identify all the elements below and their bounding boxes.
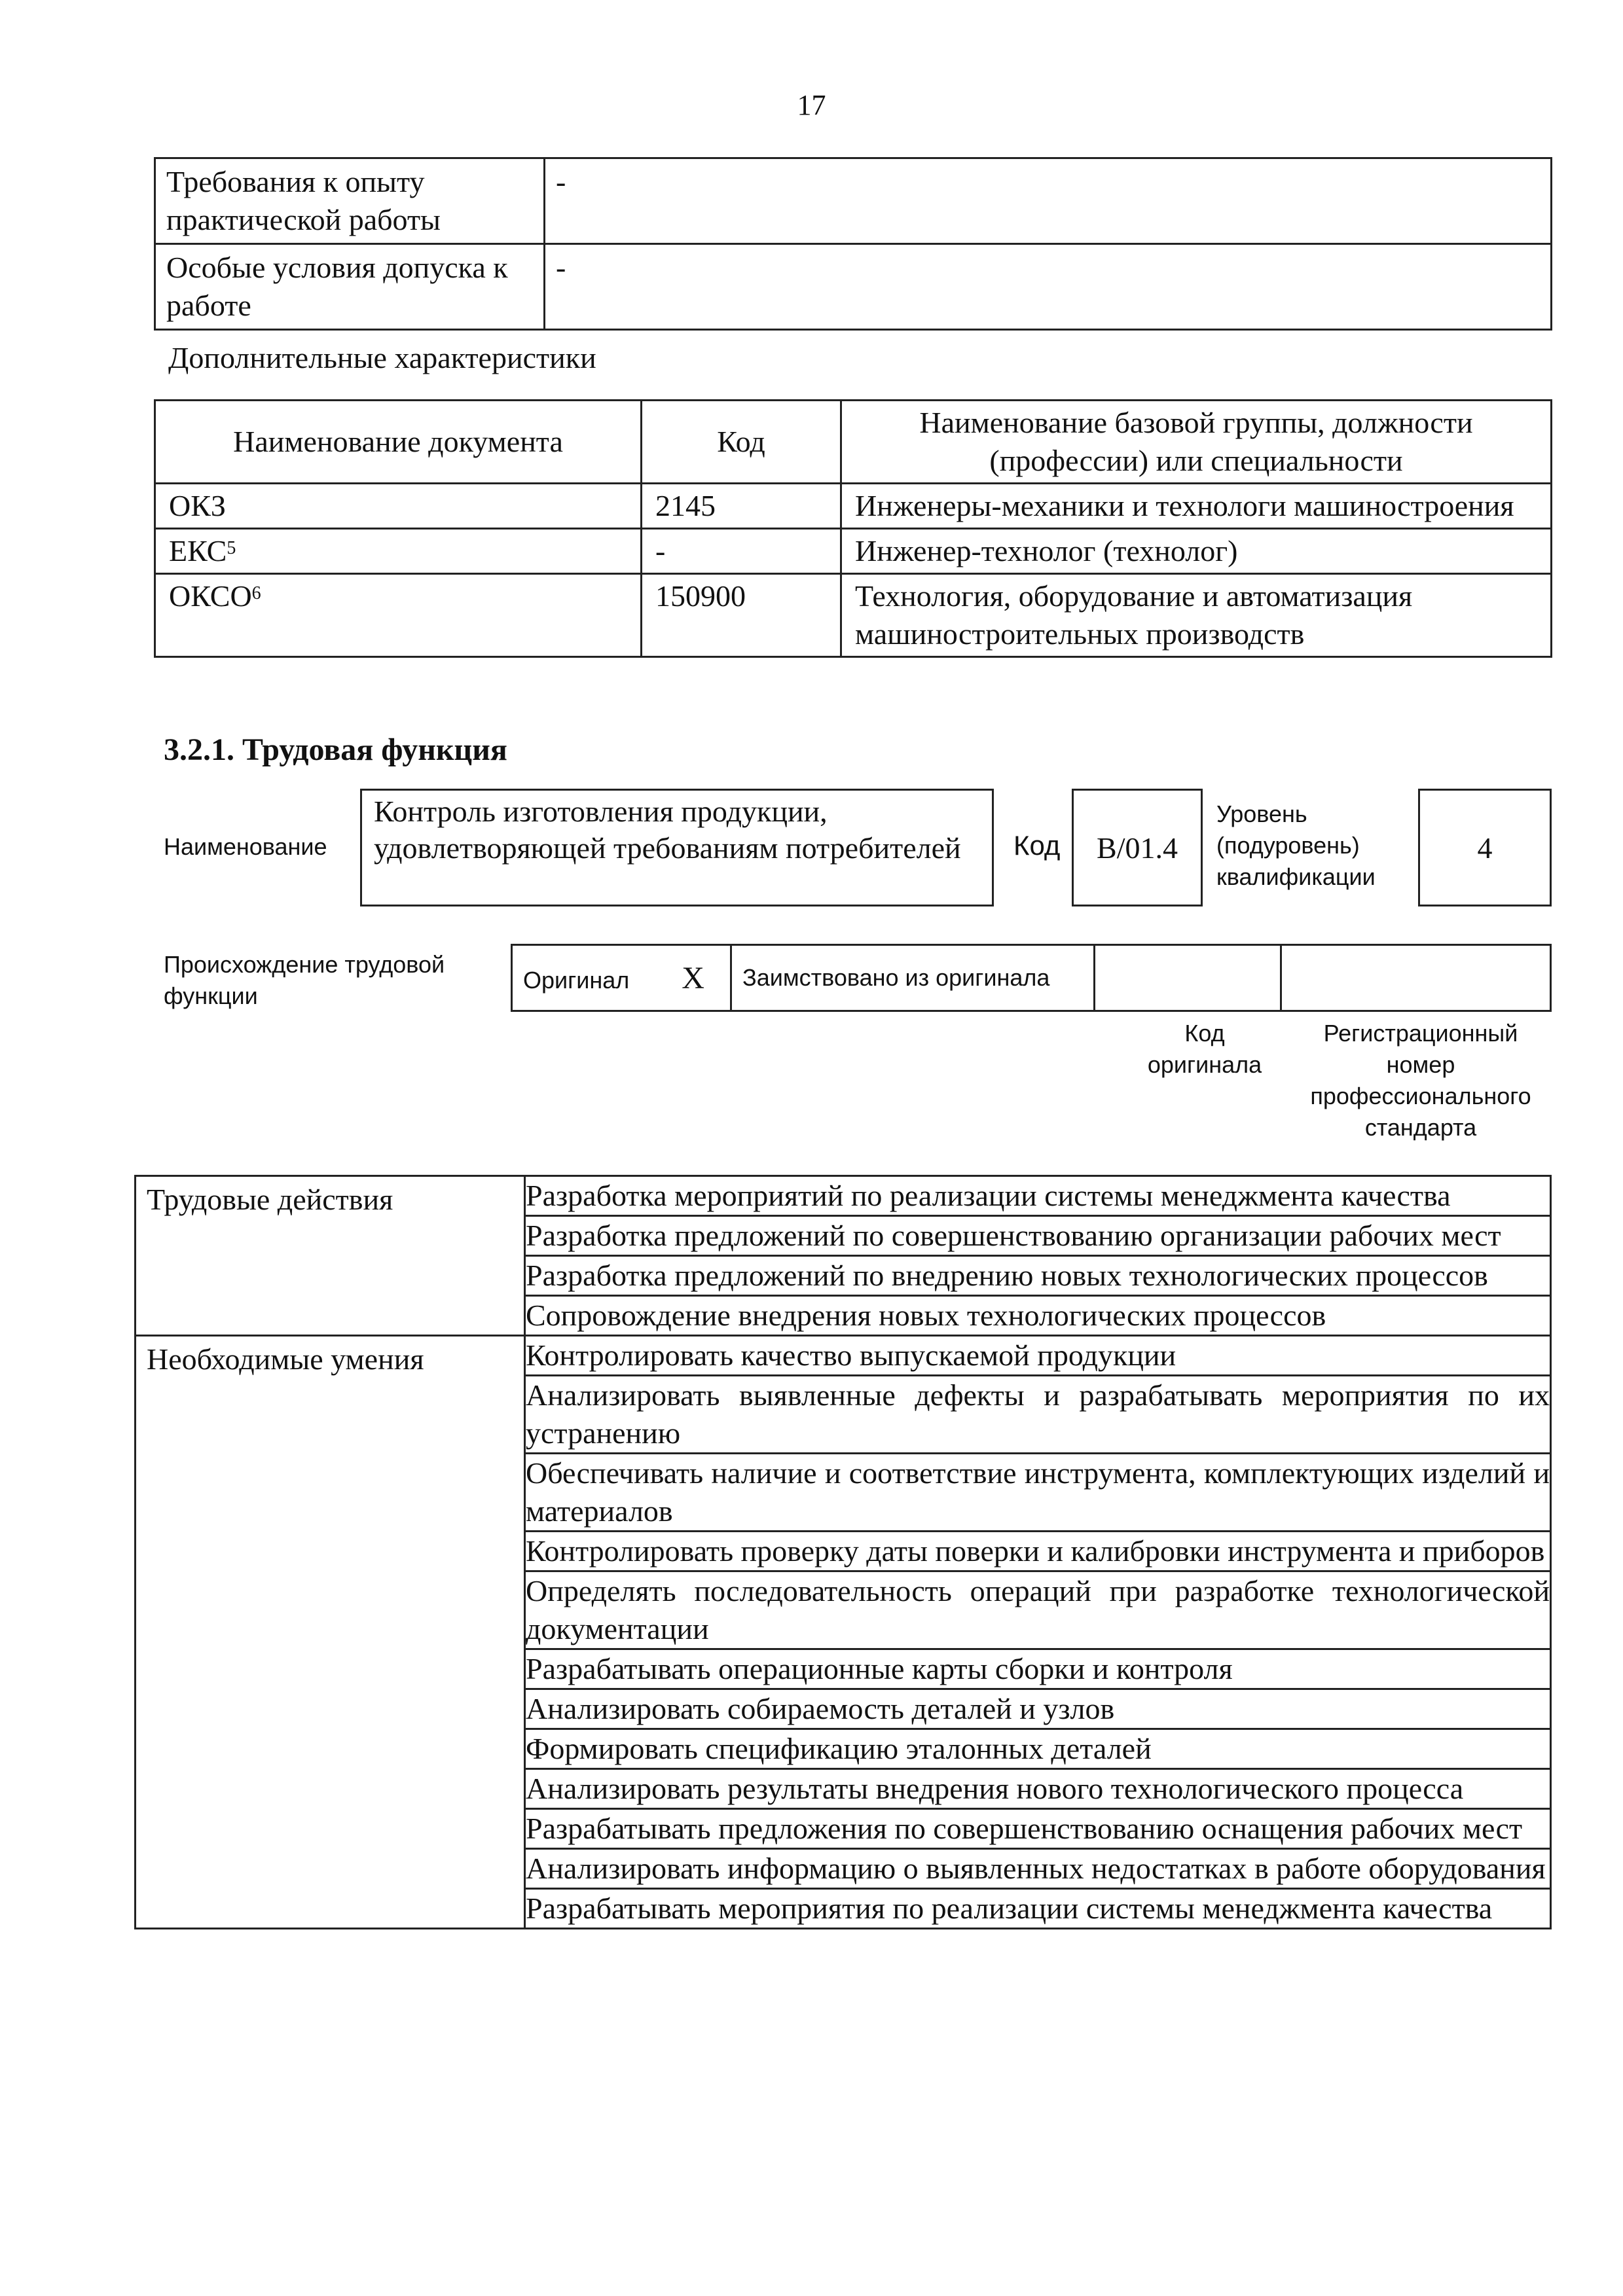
column-header: Код: [642, 401, 841, 484]
qualification-level-box: 4: [1418, 789, 1552, 906]
list-item: Контролировать качество выпускаемой продукции: [526, 1336, 1550, 1376]
table-row: [155, 244, 1552, 330]
name-cell: Инженеры-механики и технологи машиностроения: [841, 484, 1552, 529]
column-header: Наименование документа: [155, 401, 642, 484]
function-code-box: B/01.4: [1072, 789, 1203, 906]
list-item: Анализировать собираемость деталей и узлов: [526, 1690, 1550, 1730]
required-skills-list: [525, 1336, 1551, 1929]
origin-table: [511, 944, 1552, 1012]
table-row: [155, 529, 1552, 574]
labor-actions-label: Трудовые действия: [136, 1176, 525, 1336]
table-row: [136, 1336, 1551, 1929]
registration-number-caption: Регистрационный номер профессионального стандарта: [1310, 1020, 1531, 1141]
requirements-table: [154, 157, 1552, 331]
column-header: Наименование базовой группы, должности (профессии) или специальности: [841, 401, 1552, 484]
labor-actions-list: [525, 1176, 1551, 1336]
doc-cell: ОКСО$^6$: [155, 574, 642, 657]
list-item: Разработка предложений по совершенствованию организации рабочих мест: [526, 1217, 1550, 1257]
borrowed-cell: Заимствовано из оригинала: [731, 945, 1095, 1011]
doc-cell: ЕКС$^5$: [155, 529, 642, 574]
list-item: Разработка мероприятий по реализации системы менеджмента качества: [526, 1177, 1550, 1217]
list-item: Формировать спецификацию эталонных деталей: [526, 1730, 1550, 1770]
requirement-label: Особые условия допуска к работе: [155, 244, 545, 330]
extra-characteristics-table: [154, 399, 1552, 658]
original-code-caption: Код оригинала: [1147, 1020, 1262, 1078]
section-title: 3.2.1. Трудовая функция: [164, 732, 507, 767]
table-row: [136, 1176, 1551, 1336]
table-header-row: [155, 401, 1552, 484]
requirement-label: Требования к опыту практической работы: [155, 158, 545, 244]
page-number: 17: [797, 89, 826, 121]
labor-functions-table: [134, 1175, 1552, 1929]
code-cell: 150900: [642, 574, 841, 657]
origin-label: Происхождение трудовой функции: [164, 951, 445, 1009]
name-cell: Инженер-технолог (технолог): [841, 529, 1552, 574]
table-row: [155, 484, 1552, 529]
name-cell: Технология, оборудование и автоматизация машиностроительных производств: [841, 574, 1552, 657]
list-item: Разрабатывать предложения по совершенствованию оснащения рабочих мест: [526, 1810, 1550, 1850]
list-item: Обеспечивать наличие и соответствие инструмента, комплектующих изделий и материалов: [526, 1454, 1550, 1532]
original-cell: Оригинал X: [512, 945, 731, 1011]
original-mark: X: [682, 960, 704, 996]
function-name-label: Наименование: [164, 833, 327, 860]
list-item: Разрабатывать операционные карты сборки и контроля: [526, 1650, 1550, 1690]
doc-cell: ОКЗ: [155, 484, 642, 529]
table-row: [155, 158, 1552, 244]
list-item: Определять последовательность операций при разработке технологической документации: [526, 1572, 1550, 1650]
list-item: Разработка предложений по внедрению новых технологических процессов: [526, 1257, 1550, 1297]
list-item: Анализировать информацию о выявленных недостатках в работе оборудования: [526, 1850, 1550, 1890]
list-item: Анализировать результаты внедрения нового технологического процесса: [526, 1770, 1550, 1810]
list-item: Сопровождение внедрения новых технологических процессов: [526, 1299, 1326, 1332]
list-item: Контролировать проверку даты поверки и калибровки инструмента и приборов: [526, 1532, 1550, 1572]
function-code-label: Код: [1013, 830, 1061, 861]
registration-number-cell: [1281, 945, 1551, 1011]
original-code-cell: [1095, 945, 1281, 1011]
required-skills-label: Необходимые умения: [136, 1336, 525, 1929]
qualification-level-label: Уровень (подуровень) квалификации: [1216, 800, 1376, 890]
table-row: [155, 574, 1552, 657]
code-cell: 2145: [642, 484, 841, 529]
function-name-box: Контроль изготовления продукции, удовлетворяющей требованиям потребителей: [360, 789, 994, 906]
requirement-value: -: [545, 244, 1552, 330]
requirement-value: -: [545, 158, 1552, 244]
table-row: [512, 945, 1551, 1011]
code-cell: -: [642, 529, 841, 574]
list-item: Разрабатывать мероприятия по реализации системы менеджмента качества: [526, 1892, 1493, 1925]
list-item: Анализировать выявленные дефекты и разрабатывать мероприятия по их устранению: [526, 1376, 1550, 1454]
extra-characteristics-heading: Дополнительные характеристики: [168, 341, 596, 374]
